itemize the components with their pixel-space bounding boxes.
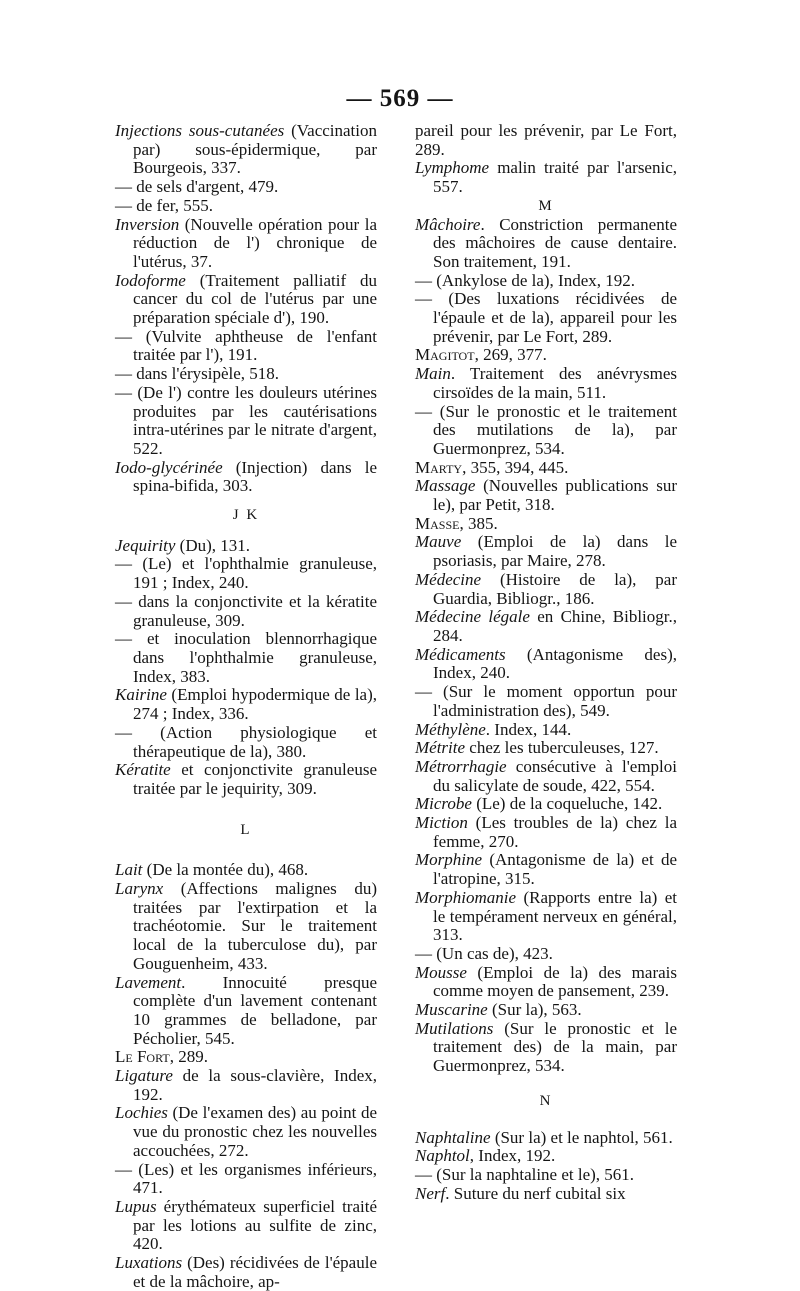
entry-headword: Médecine xyxy=(415,569,482,589)
entry-text: . Innocuité presque complète d'un lavement contenant 10 grammes de belladone, par Pécholier, 545. xyxy=(133,972,377,1048)
entry-text: (Du), 131. xyxy=(175,535,251,555)
entry-text: , 269, 377. xyxy=(474,345,547,365)
entry-text: , 355, 394, 445. xyxy=(462,457,569,477)
index-entry xyxy=(415,889,677,945)
entry-text: (Le) de la coqueluche, 142. xyxy=(471,794,663,814)
index-entry xyxy=(115,724,377,761)
index-entry xyxy=(415,515,677,534)
entry-text: (De l'examen des) au point de vue du pronostic chez les nouvelles accouchées, 272. xyxy=(133,1103,377,1160)
entry-text: (Nouvelles publications sur le), par Petit, 318. xyxy=(433,476,677,515)
entry-text: (Sur le moment opportun pour l'administration des), 549. xyxy=(433,682,678,720)
index-entry xyxy=(115,384,377,459)
entry-text: de sels d'argent, 479. xyxy=(136,177,279,197)
entry-text: (Sur la) et le naphtol, 561. xyxy=(490,1127,673,1147)
index-entry xyxy=(415,739,677,758)
entry-text: . Traitement des anévrysmes cirsoïdes de la main, 511. xyxy=(433,364,677,402)
entry-dash xyxy=(115,723,160,742)
index-entry xyxy=(415,459,677,478)
index-entry xyxy=(415,1185,677,1204)
index-entry xyxy=(415,945,677,964)
index-entry xyxy=(415,365,677,402)
index-entry xyxy=(415,216,677,272)
entry-headword: Médicaments xyxy=(415,644,506,664)
entry-headword: Lait xyxy=(115,860,143,880)
entry-headword: Métrite xyxy=(415,738,466,758)
index-entry xyxy=(115,1067,377,1104)
entry-headword: Iodoforme xyxy=(115,270,186,290)
index-entry xyxy=(115,1048,377,1067)
entry-text: (Des) récidivées de l'épaule et de la mâchoire, ap- xyxy=(133,1253,377,1291)
entry-text: (Histoire de la), par Guardia, Bibliogr., 186. xyxy=(433,569,677,608)
entry-headword: Larynx xyxy=(115,879,164,899)
index-entry xyxy=(415,346,677,365)
entry-text: (Les troubles de la) chez la femme, 270. xyxy=(433,813,677,851)
index-entry xyxy=(115,761,377,798)
entry-headword: Luxations xyxy=(115,1253,183,1273)
entry-headword: Jequirity xyxy=(115,535,176,555)
entry-headword: Lavement xyxy=(115,972,182,992)
entry-text: (Antagonisme de la) et de l'atropine, 315. xyxy=(433,850,677,889)
entry-text: (Injection) dans le spina-bifida, 303. xyxy=(133,457,377,496)
index-entry xyxy=(115,861,377,880)
entry-dash xyxy=(115,196,136,215)
entry-dash xyxy=(115,1160,138,1179)
entry-text: érythémateux superficiel traité par les lotions au sulfite de zinc, 420. xyxy=(133,1196,377,1254)
index-entry xyxy=(415,646,677,683)
entry-headword: Muscarine xyxy=(415,1000,488,1020)
entry-headword: Iodo-glycérinée xyxy=(115,457,223,477)
entry-text: de fer, 555. xyxy=(136,195,213,215)
entry-headword: Naphtaline xyxy=(415,1127,491,1147)
entry-text: et conjonctivite granuleuse traitée par le jequirity, 309. xyxy=(133,760,377,798)
index-entry xyxy=(115,216,377,272)
index-entry xyxy=(415,533,677,570)
entry-dash xyxy=(415,402,440,421)
index-entry xyxy=(415,608,677,645)
index-entry xyxy=(415,159,677,196)
entry-headword: Mousse xyxy=(415,962,467,982)
index-entry xyxy=(415,795,677,814)
index-entry xyxy=(115,593,377,630)
entry-text: , Index, 192. xyxy=(469,1146,556,1166)
entry-dash xyxy=(115,177,136,196)
entry-headword: Inversion xyxy=(115,214,180,234)
entry-text: consécutive à l'emploi du salicylate de soude, 422, 554. xyxy=(433,756,677,795)
entry-headword: Morphine xyxy=(415,850,483,870)
index-entry xyxy=(415,964,677,1001)
index-entry xyxy=(415,1001,677,1020)
entry-text: (Action physiologique et thérapeutique de la), 380. xyxy=(133,722,377,761)
entry-headword: Mauve xyxy=(415,532,462,552)
entry-author: Le Fort xyxy=(115,1047,170,1067)
entry-text: (Emploi hypodermique de la), 274 ; Index, 336. xyxy=(133,685,377,724)
entry-dash xyxy=(415,1165,436,1184)
entry-dash xyxy=(115,383,137,402)
entry-text: (Affections malignes du) traitées par l'extirpation et la trachéotomie. Sur le traitement local de la tuberculose du), par Gouguenheim, 433. xyxy=(133,879,377,973)
index-entry xyxy=(115,1198,377,1254)
entry-dash xyxy=(115,554,142,573)
entry-text: de la sous-clavière, Index, 192. xyxy=(133,1066,377,1104)
index-entry xyxy=(115,537,377,556)
entry-headword: Main xyxy=(415,364,451,384)
index-entry xyxy=(115,365,377,384)
entry-headword: Médecine légale xyxy=(415,607,530,627)
entry-text: (Traitement palliatif du cancer du col de l'utérus par une préparation spéciale d'), 190. xyxy=(133,270,377,328)
index-entry xyxy=(415,477,677,514)
entry-headword: Méthylène xyxy=(415,719,486,739)
entry-text: . Constriction permanente des mâchoires de cause dentaire. Son traitement, 191. xyxy=(433,214,677,271)
page-number: — 569 — xyxy=(346,85,454,112)
index-entry xyxy=(115,630,377,686)
index-column-left xyxy=(115,122,377,1291)
index-entry xyxy=(115,1161,377,1198)
entry-headword: Mutilations xyxy=(415,1018,494,1038)
entry-text: (Emploi de la) des marais comme moyen de pansement, 239. xyxy=(433,962,677,1001)
entry-headword: Nerf xyxy=(415,1183,446,1203)
entry-text: (Sur la naphtaline et le), 561. xyxy=(436,1164,635,1184)
entry-text: (Un cas de), 423. xyxy=(436,943,553,963)
index-entry xyxy=(415,851,677,888)
section-letter: J K xyxy=(232,507,260,524)
entry-dash xyxy=(415,289,448,308)
index-entry xyxy=(115,459,377,496)
section-letter: N xyxy=(539,1092,553,1109)
entry-text: et inoculation blennorrhagique dans l'ophthalmie granuleuse, Index, 383. xyxy=(133,629,377,686)
entry-text: , 385. xyxy=(459,513,498,533)
entry-text: (Les) et les organismes inférieurs, 471. xyxy=(133,1159,378,1198)
entry-headword: Métrorrhagie xyxy=(415,756,507,776)
entry-text: (Vulvite aphtheuse de l'enfant traitée par l'), 191. xyxy=(133,326,378,365)
entry-dash xyxy=(115,327,146,346)
entry-headword: Miction xyxy=(415,813,468,833)
entry-headword: Mâchoire xyxy=(415,214,481,234)
index-entry xyxy=(115,197,377,216)
index-entry xyxy=(115,880,377,974)
entry-author: Marty xyxy=(415,457,463,477)
entry-text: dans l'érysipèle, 518. xyxy=(136,364,280,384)
entry-text: (Sur le pronostic et le traitement des) de la main, par Guermonprez, 534. xyxy=(433,1018,677,1076)
entry-headword: Lymphome xyxy=(415,158,490,178)
index-entry xyxy=(415,272,677,291)
entry-dash xyxy=(115,629,147,648)
index-entry xyxy=(415,1020,677,1076)
entry-headword: Injections sous-cutanées xyxy=(115,121,285,140)
entry-text: (De la montée du), 468. xyxy=(142,860,309,880)
entry-headword: Microbe xyxy=(415,794,472,814)
index-entry xyxy=(415,814,677,851)
index-entry xyxy=(415,683,677,720)
entry-headword: Ligature xyxy=(115,1066,173,1086)
entry-text: (Rapports entre la) et le tempérament nerveux en général, 313. xyxy=(433,887,677,945)
entry-text: (Des luxations récidivées de l'épaule et de la), appareil pour les prévenir, par Le Fort, 289. xyxy=(433,289,677,346)
entry-text: dans la conjonctivite et la kératite granuleuse, 309. xyxy=(133,591,377,630)
index-entry xyxy=(415,758,677,795)
entry-headword: Kairine xyxy=(115,685,167,705)
index-entry xyxy=(115,555,377,592)
index-entry xyxy=(115,1254,377,1291)
entry-text: . Index, 144. xyxy=(485,719,572,739)
index-entry xyxy=(415,290,677,346)
index-entry xyxy=(415,721,677,740)
entry-text: (Antagonisme des), Index, 240. xyxy=(433,644,677,683)
entry-headword: Massage xyxy=(415,476,476,496)
entry-text: en Chine, Bibliogr., 284. xyxy=(433,607,677,645)
entry-text: (Le) et l'ophthalmie granuleuse, 191 ; Index, 240. xyxy=(133,554,377,593)
entry-text: pareil pour les prévenir, par Le Fort, 289. xyxy=(415,121,677,159)
entry-text: , 289. xyxy=(169,1047,208,1067)
entry-dash xyxy=(415,271,436,290)
entry-dash xyxy=(415,944,436,963)
index-entry xyxy=(415,1147,677,1166)
entry-dash xyxy=(415,682,443,701)
entry-text: (Sur la), 563. xyxy=(487,1000,582,1020)
entry-headword: Lochies xyxy=(115,1103,168,1123)
entry-author: Magitot xyxy=(415,345,475,365)
index-entry xyxy=(115,178,377,197)
index-entry xyxy=(115,974,377,1049)
entry-text: (Nouvelle opération pour la réduction de l') chronique de l'utérus, 37. xyxy=(133,214,377,271)
entry-text: (Sur le pronostic et le traitement des mutilations de la), par Guermonprez, 534. xyxy=(433,401,678,458)
index-entry xyxy=(115,1104,377,1160)
entry-text: (Ankylose de la), Index, 192. xyxy=(436,270,636,290)
section-letter: M xyxy=(538,197,554,214)
entry-text: (De l') contre les douleurs utérines produites par les cautérisations intra-utérines par le nitrate d'argent, 522. xyxy=(133,382,377,458)
entry-text: (Vaccination par) sous-épidermique, par Bourgeois, 337. xyxy=(133,121,377,178)
entry-author: Masse xyxy=(415,513,460,533)
index-entry xyxy=(115,686,377,723)
entry-headword: Morphiomanie xyxy=(415,887,517,907)
entry-headword: Naphtol xyxy=(415,1146,470,1166)
index-column-right xyxy=(415,122,677,1203)
entry-headword: Kératite xyxy=(115,760,171,780)
entry-text: malin traité par l'arsenic, 557. xyxy=(433,158,677,197)
entry-dash xyxy=(115,592,138,611)
index-entry xyxy=(115,272,377,328)
entry-text: chez les tuberculeuses, 127. xyxy=(465,738,659,758)
entry-text: (Emploi de la) dans le psoriasis, par Maire, 278. xyxy=(433,532,677,571)
entry-headword: Lupus xyxy=(115,1196,157,1216)
section-letter: L xyxy=(240,821,252,838)
entry-text: . Suture du nerf cubital six xyxy=(445,1183,626,1203)
index-entry xyxy=(415,1166,677,1185)
index-entry xyxy=(415,571,677,608)
entry-dash xyxy=(115,364,136,383)
index-entry xyxy=(415,1129,677,1148)
index-entry xyxy=(115,122,377,178)
index-entry xyxy=(415,122,677,159)
index-entry xyxy=(415,403,677,459)
index-entry xyxy=(115,328,377,365)
